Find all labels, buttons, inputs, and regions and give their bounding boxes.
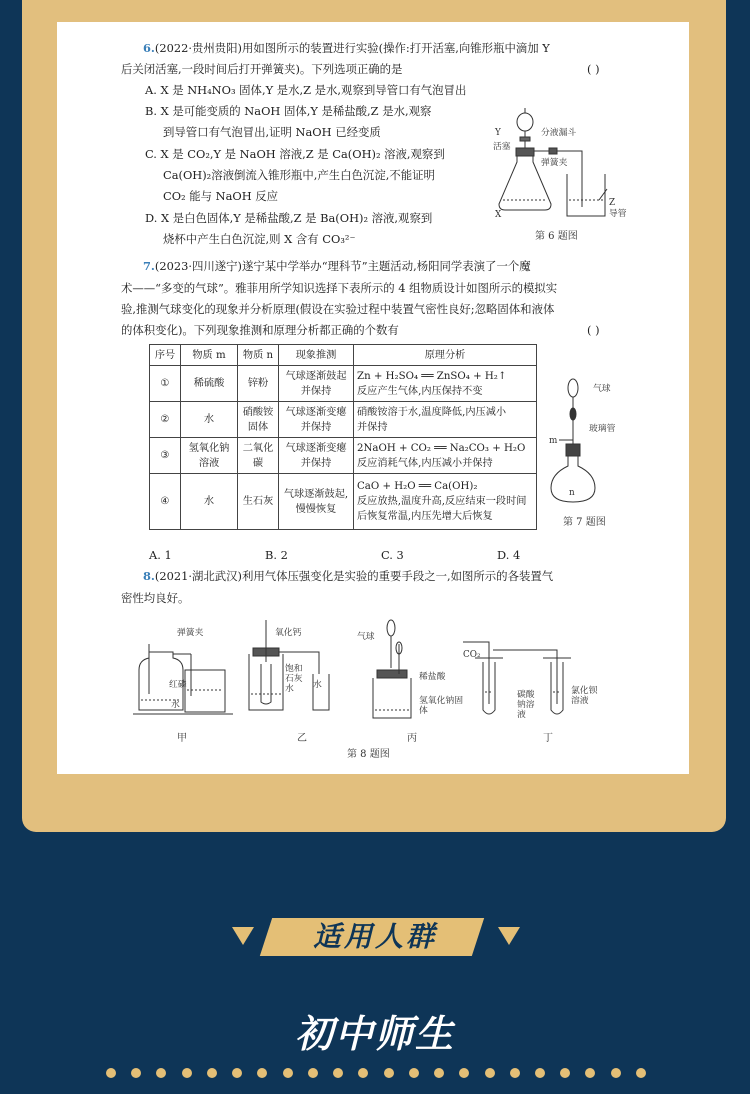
q7-line4: 的体积变化)。下列现象推测和原理分析都正确的个数有: [121, 323, 399, 337]
dot-icon: [434, 1068, 444, 1078]
q8-fig-label-yi-lime: 饱和石灰水: [285, 664, 303, 694]
q6-option-d-line1: D. X 是白色固体,Y 是稀盐酸,Z 是 Ba(OH)₂ 溶液,观察到: [145, 211, 433, 225]
table-header: 现象推测: [279, 345, 354, 366]
dot-icon: [308, 1068, 318, 1078]
dot-icon: [611, 1068, 621, 1078]
q6-option-c-line1: C. X 是 CO₂,Y 是 NaOH 溶液,Z 是 Ca(OH)₂ 溶液,观察到: [145, 147, 445, 161]
q6-fig-caption: 第 6 题图: [535, 231, 578, 242]
q8-fig-label-jia-clamp: 弹簧夹: [177, 628, 204, 638]
table-cell: 气球逐渐变瘪并保持: [279, 438, 354, 474]
q6-line2: 后关闭活塞,一段时间后打开弹簧夹)。下列选项正确的是: [121, 62, 403, 76]
table-cell: ①: [150, 366, 181, 402]
q7-fig-label-glass: 玻璃管: [589, 424, 616, 434]
q6-option-c-line3: CO₂ 能与 NaOH 反应: [163, 189, 279, 203]
table-cell: 氢氧化钠溶液: [181, 438, 238, 474]
principle-line: 反应消耗气体,内压减小并保持: [357, 457, 493, 469]
dot-icon: [535, 1068, 545, 1078]
q6-fig-label-x: X: [495, 210, 502, 220]
dot-icon: [333, 1068, 343, 1078]
q6-line1: 6.(2022·贵州贵阳)用如图所示的装置进行实验(操作:打开活塞,向锥形瓶中滴加 Y: [143, 41, 550, 55]
table-row: [150, 474, 537, 530]
q6-option-a: A. X 是 NH₄NO₃ 固体,Y 是水,Z 是水,观察到导管口有气泡冒出: [145, 83, 467, 97]
table-header: 物质 n: [238, 345, 279, 366]
q8-fig-label-jia-water: 水: [171, 700, 180, 710]
table-row: [150, 402, 537, 438]
dot-icon: [257, 1068, 267, 1078]
q6-fig-label-y: Y: [495, 128, 501, 138]
triangle-right-icon: [498, 927, 520, 945]
dot-icon: [182, 1068, 192, 1078]
q7-fig-label-balloon: 气球: [593, 384, 611, 394]
principle-line: CaO + H₂O ══ Ca(OH)₂: [357, 481, 478, 492]
q7-option-c: C. 3: [381, 548, 404, 562]
exam-page: [57, 22, 689, 774]
q7-line3: 验,推测气球变化的现象并分析原理(假设在实验过程中装置气密性良好;忽略固体和液体: [121, 302, 555, 316]
dot-icon: [560, 1068, 570, 1078]
dot-icon: [106, 1068, 116, 1078]
table-cell: 气球逐渐变瘪并保持: [279, 402, 354, 438]
table-row: [150, 438, 537, 474]
table-cell: [354, 438, 537, 474]
q6-fig-label-clamp: 弹簧夹: [541, 158, 568, 168]
dot-icon: [585, 1068, 595, 1078]
q8-fig-label-yi-cao: 氧化钙: [275, 628, 302, 638]
table-cell: 硝酸铵固体: [238, 402, 279, 438]
table-cell: ③: [150, 438, 181, 474]
q8-fig-label-yi-water: 水: [313, 680, 322, 690]
q8-line2: 密性均良好。: [121, 591, 190, 605]
dot-icon: [510, 1068, 520, 1078]
table-cell: 水: [181, 474, 238, 530]
dot-icon: [485, 1068, 495, 1078]
dot-icon: [384, 1068, 394, 1078]
q8-fig-label-bing-acid: 稀盐酸: [419, 672, 446, 682]
dot-icon: [232, 1068, 242, 1078]
q6-fig-label-funnel: 分液漏斗: [541, 128, 577, 138]
principle-line: 硝酸铵溶于水,温度降低,内压减小: [357, 406, 507, 418]
q8-fig-label-ding-co2: CO₂: [463, 650, 481, 660]
dot-icon: [283, 1068, 293, 1078]
q8-fig-label-ding-bacl2: 氯化钡溶液: [571, 686, 598, 706]
q7-fig-caption: 第 7 题图: [563, 517, 606, 528]
audience-banner: [236, 914, 514, 960]
q8-fig-name-yi: 乙: [297, 733, 307, 744]
q7-line2: 术——“多变的气球”。雅菲用所学知识选择下表所示的 4 组物质设计如图所示的模拟实: [121, 281, 558, 295]
q7-option-a: A. 1: [149, 548, 172, 562]
table-header: 物质 m: [181, 345, 238, 366]
q6-fig-label-stopcock: 活塞: [493, 142, 511, 152]
q7-fig-label-m: m: [549, 436, 558, 446]
table-cell: 水: [181, 402, 238, 438]
q8-fig-name-bing: 丙: [407, 733, 417, 744]
q8-fig-label-ding-na2co3: 碳酸钠溶液: [517, 690, 535, 720]
q6-option-d-line2: 烧杯中产生白色沉淀,则 X 含有 CO₃²⁻: [163, 232, 356, 246]
q6-fig-label-z: Z: [609, 198, 616, 208]
q8-fig-caption: 第 8 题图: [347, 749, 390, 760]
table-header-row: [150, 345, 537, 366]
q8-fig-label-jia-p: 红磷: [169, 680, 187, 690]
audience-text: 初中师生: [294, 1012, 455, 1056]
table-cell: ④: [150, 474, 181, 530]
principle-line: 反应产生气体,内压保持不变: [357, 385, 483, 397]
q6-option-b-line2: 到导管口有气泡冒出,证明 NaOH 已经变质: [163, 125, 381, 139]
dot-icon: [131, 1068, 141, 1078]
dot-icon: [207, 1068, 217, 1078]
q6-option-b-line1: B. X 是可能变质的 NaOH 固体,Y 是稀盐酸,Z 是水,观察: [145, 104, 432, 118]
dot-icon: [459, 1068, 469, 1078]
table-cell: 生石灰: [238, 474, 279, 530]
q8-fig-label-bing-naoh: 氢氧化钠固体: [419, 696, 463, 716]
q8-fig-name-jia: 甲: [177, 733, 187, 744]
table-cell: [354, 474, 537, 530]
q7-option-d: D. 4: [497, 548, 521, 562]
q7-table: [149, 344, 537, 530]
table-cell: 稀硫酸: [181, 366, 238, 402]
table-cell: 锌粉: [238, 366, 279, 402]
q7-fig-label-n: n: [569, 488, 575, 498]
table-cell: 气球逐渐鼓起,慢慢恢复: [279, 474, 354, 530]
table-cell: ②: [150, 402, 181, 438]
banner-title: 适用人群: [312, 920, 437, 953]
principle-line: 2NaOH + CO₂ ══ Na₂CO₃ + H₂O: [357, 442, 526, 454]
table-cell: [354, 402, 537, 438]
q7-answer-paren: ( ): [587, 323, 600, 337]
table-cell: 二氧化碳: [238, 438, 279, 474]
table-row: [150, 366, 537, 402]
dot-icon: [636, 1068, 646, 1078]
table-cell: 气球逐渐鼓起并保持: [279, 366, 354, 402]
principle-line: 并保持: [357, 421, 388, 433]
dot-row: [106, 1068, 646, 1080]
q8-fig-label-bing-balloon: 气球: [357, 632, 375, 642]
table-cell: [354, 366, 537, 402]
dot-icon: [358, 1068, 368, 1078]
table-header: 原理分析: [354, 345, 537, 366]
q8-line1: 8.(2021·湖北武汉)利用气体压强变化是实验的重要手段之一,如图所示的各装置气: [143, 569, 554, 583]
q6-fig-label-tube: 导管: [609, 209, 627, 219]
principle-line: 反应放热,温度升高,反应结束一段时间后恢复常温,内压先增大后恢复: [357, 496, 527, 522]
q7-line1: 7.(2023·四川遂宁)遂宁某中学举办“理科节”主题活动,杨阳同学表演了一个魔: [143, 259, 531, 273]
q6-option-c-line2: Ca(OH)₂溶液倒流入锥形瓶中,产生白色沉淀,不能证明: [163, 168, 435, 182]
q6-answer-paren: ( ): [587, 62, 600, 76]
q8-fig-name-ding: 丁: [543, 733, 553, 744]
table-header: 序号: [150, 345, 181, 366]
dot-icon: [409, 1068, 419, 1078]
principle-line: Zn + H₂SO₄ ══ ZnSO₄ + H₂↑: [357, 370, 507, 382]
q7-option-b: B. 2: [265, 548, 288, 562]
dot-icon: [156, 1068, 166, 1078]
